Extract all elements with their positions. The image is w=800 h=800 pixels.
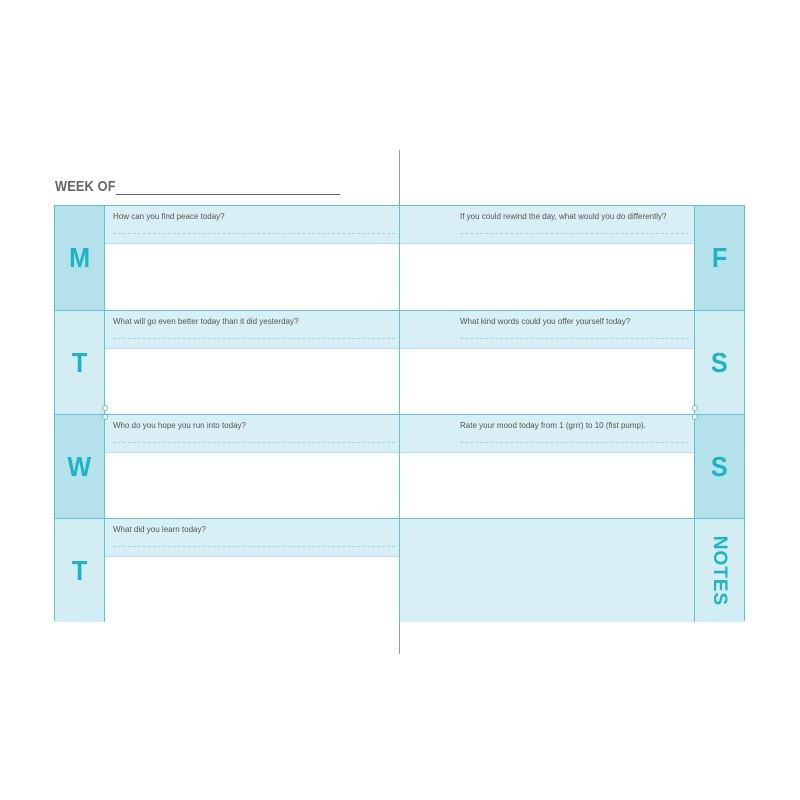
day-tab-friday — [694, 206, 744, 310]
notes-label: NOTES — [709, 535, 731, 606]
planner-row-4 — [55, 518, 744, 622]
day-prompt: What did you learn today? — [113, 525, 206, 534]
planner-row-3 — [55, 414, 744, 518]
answer-line[interactable] — [460, 338, 689, 339]
answer-line[interactable] — [113, 546, 395, 547]
day-cell-thursday[interactable] — [105, 519, 400, 622]
day-cell-friday[interactable] — [400, 206, 695, 310]
planner-row-1 — [55, 206, 744, 310]
day-letter: T — [71, 554, 88, 586]
day-cell-sunday[interactable] — [400, 415, 695, 518]
day-prompt: If you could rewind the day, what would you do differently? — [460, 212, 667, 221]
notes-tab — [694, 519, 744, 622]
planner-row-2 — [55, 310, 744, 414]
notes-area[interactable] — [400, 519, 695, 622]
day-cell-monday[interactable] — [105, 206, 400, 310]
day-prompt: What kind words could you offer yourself today? — [460, 317, 631, 326]
day-cell-tuesday[interactable] — [105, 311, 400, 414]
day-cell-saturday[interactable] — [400, 311, 695, 414]
day-tab-thursday — [55, 519, 105, 622]
day-letter: M — [68, 242, 90, 273]
answer-line[interactable] — [460, 442, 689, 443]
answer-line[interactable] — [113, 442, 395, 443]
binding-ring-icon — [102, 414, 108, 420]
day-tab-sunday — [694, 415, 744, 518]
answer-line[interactable] — [460, 233, 689, 234]
week-of-label: WEEK OF — [55, 178, 116, 195]
day-tab-tuesday — [55, 311, 105, 414]
day-letter: F — [711, 242, 728, 273]
answer-line[interactable] — [113, 338, 395, 339]
day-cell-wednesday[interactable] — [105, 415, 400, 518]
binding-ring-icon — [692, 405, 698, 411]
day-prompt: What will go even better today than it did yesterday? — [113, 317, 299, 326]
answer-line[interactable] — [113, 233, 395, 234]
day-letter: W — [67, 450, 92, 482]
day-tab-saturday — [694, 311, 744, 414]
day-tab-monday — [55, 206, 105, 310]
binding-ring-icon — [692, 414, 698, 420]
week-of-line[interactable] — [116, 194, 340, 195]
day-letter: T — [71, 346, 88, 378]
day-tab-wednesday — [55, 415, 105, 518]
binding-ring-icon — [102, 405, 108, 411]
day-letter: S — [711, 346, 728, 378]
day-prompt: Rate your mood today from 1 (grrr) to 10 (fist pump). — [460, 421, 646, 430]
weekly-planner-grid — [54, 205, 745, 621]
day-letter: S — [711, 450, 728, 482]
day-prompt: Who do you hope you run into today? — [113, 421, 246, 430]
day-prompt: How can you find peace today? — [113, 212, 225, 221]
